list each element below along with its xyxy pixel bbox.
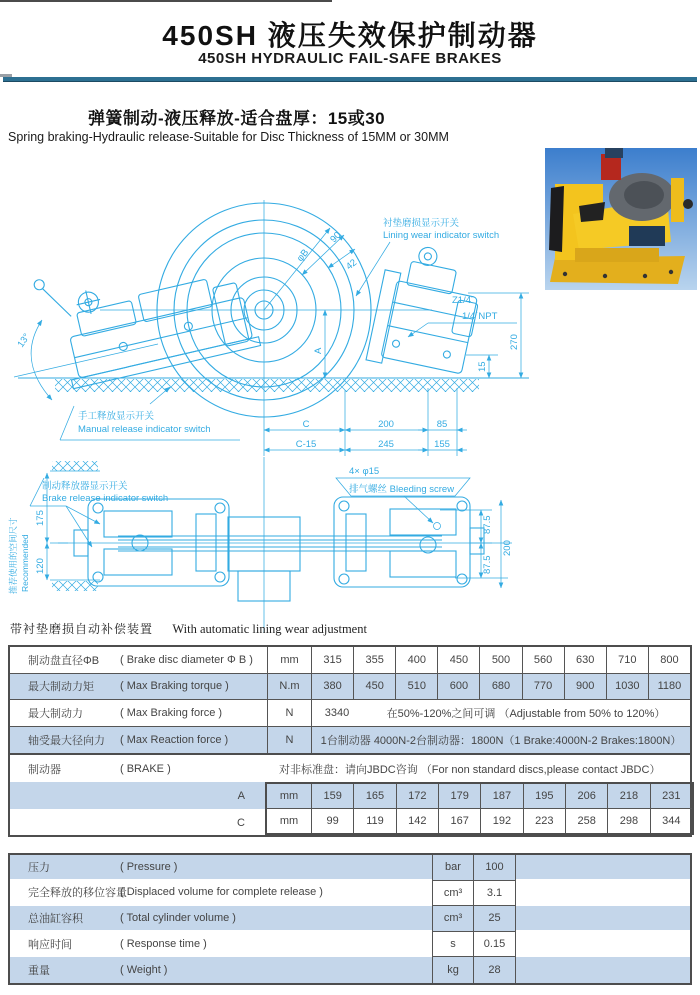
page-title: 450SH 液压失效保护制动器 — [162, 20, 538, 51]
spec-cell: 1030 — [607, 674, 649, 700]
row-label-en: ( Max Braking force ) — [120, 706, 223, 719]
caliper-left-plan — [74, 499, 229, 586]
spec-cell: 450 — [438, 647, 480, 673]
spec-cell: 142 — [397, 809, 439, 834]
unit-cell: kg — [432, 957, 474, 983]
spec-cell: 187 — [481, 784, 523, 808]
page-title-en: 450SH HYDRAULIC FAIL-SAFE BRAKES — [198, 50, 502, 67]
unit-cell: mm — [267, 784, 312, 808]
row-label-cn: 轴受最大径向力 — [28, 734, 105, 747]
unit-cell: s — [432, 932, 474, 958]
row-label-en: ( BRAKE ) — [120, 762, 171, 775]
table-row — [267, 784, 692, 809]
table-row — [10, 674, 690, 701]
value-cell: 25 — [474, 906, 516, 932]
table-row — [10, 647, 690, 674]
dim-label-200-side: 200 — [502, 540, 513, 556]
row-label-cn: 制动盘直径ΦB — [28, 654, 100, 667]
dim-label-200: 200 — [378, 419, 394, 430]
dim-label-13deg: 13° — [15, 331, 33, 350]
empty-cell — [516, 957, 690, 983]
spec-cell: 400 — [396, 647, 438, 673]
row-label-cn: 重量 — [28, 965, 50, 978]
spec-cell: 355 — [354, 647, 396, 673]
spec-cell: 680 — [480, 674, 522, 700]
spec-note: 在50%-120%之间可调 （Adjustable from 50% to 120%） — [386, 707, 666, 720]
spec-cell: 99 — [312, 809, 354, 834]
unit-cell: N — [267, 700, 312, 726]
spec-cell: 500 — [480, 647, 522, 673]
row-label — [10, 647, 267, 673]
spec-note: 1台制动器 4000N-2台制动器：1800N（1 Brake:4000N-2 Brakes:1800N） — [320, 734, 682, 747]
dim-label-90: 90 — [328, 229, 344, 246]
hydraulic-table — [8, 853, 692, 985]
spec-cell: 344 — [662, 814, 681, 827]
row-label-c: C — [237, 816, 245, 829]
row-label-en: ( Max Braking torque ) — [120, 680, 229, 693]
dim-label-175: 175 — [35, 510, 46, 526]
row-label-cn: 响应时间 — [28, 938, 72, 951]
ac-sub-table — [265, 782, 694, 835]
spec-cell: 3340 — [324, 706, 350, 719]
unit-cell: cm³ — [432, 906, 474, 932]
label-lining-wear-cn: 衬垫磨损显示开关 — [383, 218, 460, 229]
value-cell: 100 — [474, 855, 516, 881]
unit-cell: cm³ — [432, 881, 474, 907]
row-label-cn: 制动器 — [28, 763, 61, 776]
spec-cell: 167 — [439, 809, 481, 834]
row-label — [10, 727, 267, 754]
row-label — [10, 700, 267, 726]
unit-cell: N.m — [267, 674, 312, 700]
unit-cell: N — [267, 727, 312, 754]
spec-cell: 630 — [565, 647, 607, 673]
table-row — [10, 906, 690, 932]
empty-cell — [516, 881, 690, 907]
spec-cell: 195 — [524, 784, 566, 808]
label-brake-release-cn: 制动释放器显示开关 — [42, 481, 128, 492]
empty-cell — [516, 906, 690, 932]
subtitle-en: Spring braking-Hydraulic release-Suitable for Disc Thickness of 15MM or 30MM — [8, 130, 449, 144]
row-label-en: ( Weight ) — [120, 964, 168, 977]
row-label-cn: 完全释放的移位容量 — [28, 887, 127, 900]
row-label-a: A — [237, 789, 245, 802]
row-label-cn: 总油缸容积 — [28, 912, 83, 925]
table-row — [10, 727, 690, 754]
dim-label-85: 85 — [436, 419, 448, 430]
label-space-cn: 推荐使用的空间尺寸 — [8, 517, 18, 594]
spec-cell: 298 — [608, 809, 650, 834]
table-row — [10, 932, 690, 958]
row-label-cn: 压力 — [28, 861, 50, 874]
label-bleeding-qty: 4× φ15 — [349, 466, 380, 477]
row-label — [10, 881, 432, 907]
spec-cell: 1180 — [657, 680, 682, 693]
spec-table — [8, 645, 692, 755]
spec-cell: 315 — [312, 647, 354, 673]
table-row — [10, 700, 690, 727]
row-label-cn: 最大制动力矩 — [28, 681, 94, 694]
spec-cell: 206 — [566, 784, 608, 808]
spec-cell: 172 — [397, 784, 439, 808]
row-label-en: ( Pressure ) — [120, 860, 178, 873]
spec-cell: 159 — [312, 784, 354, 808]
spec-cell: 380 — [312, 674, 354, 700]
dim-label-c15: C-15 — [295, 439, 317, 450]
row-label-en: ( Brake disc diameter Φ B ) — [120, 653, 253, 666]
unit-cell: bar — [432, 855, 474, 881]
caliper-left-side — [33, 234, 260, 392]
spec-cell: 510 — [396, 674, 438, 700]
row-label — [10, 674, 267, 700]
row-label — [10, 957, 432, 983]
dim-label-245: 245 — [378, 439, 394, 450]
brake-note: 对非标准盘：请向JBDC咨询 （For non standard discs,please contact JBDC） — [279, 763, 661, 776]
spec-cell: 119 — [354, 809, 396, 834]
label-lining-wear-en: Lining wear indicator switch — [383, 230, 500, 241]
port-label-z14: Z1/4´ — [452, 295, 475, 306]
spec-cell: 710 — [607, 647, 649, 673]
table-row — [10, 881, 690, 907]
row-label — [10, 932, 432, 958]
empty-cell — [516, 932, 690, 958]
caliper-right-plan — [334, 497, 484, 587]
label-space-en: Recommended — [20, 534, 30, 592]
spec-cell: 179 — [439, 784, 481, 808]
table-row — [10, 855, 690, 881]
feature-note-en: With automatic lining wear adjustment — [172, 622, 367, 636]
dim-label-c: C — [302, 419, 310, 430]
feature-note-cn: 带衬垫磨损自动补偿装置 — [10, 622, 154, 636]
unit-cell: mm — [267, 809, 312, 834]
label-bleeding: 排气螺丝 Bleeding screw — [349, 484, 455, 495]
table-row — [10, 957, 690, 983]
row-label-cn: 最大制动力 — [28, 707, 83, 720]
dim-label-42: 42 — [344, 257, 360, 273]
dim-label-270: 270 — [509, 334, 520, 350]
spec-cell: 450 — [354, 674, 396, 700]
row-label — [10, 855, 432, 881]
spec-cell: 165 — [354, 784, 396, 808]
empty-cell — [516, 855, 690, 881]
row-label-en: ( Max Reaction force ) — [120, 733, 229, 746]
spec-cell: 192 — [481, 809, 523, 834]
label-manual-release-en: Manual release indicator switch — [78, 424, 211, 435]
dim-label-87-5-bottom: 87.5 — [482, 555, 493, 574]
spec-cell: 560 — [523, 647, 565, 673]
value-cell: 28 — [474, 957, 516, 983]
row-label — [10, 906, 432, 932]
spec-cell: 600 — [438, 674, 480, 700]
ground-hatch — [55, 379, 479, 392]
row-label-en: ( Response time ) — [120, 937, 207, 950]
brake-dimensions-table — [8, 753, 692, 837]
dim-label-15: 15 — [477, 361, 488, 372]
dim-label-120: 120 — [35, 558, 46, 574]
value-cell: 0.15 — [474, 932, 516, 958]
spec-cell: 218 — [608, 784, 650, 808]
product-photo — [545, 148, 697, 290]
label-manual-release-cn: 手工释放显示开关 — [78, 411, 155, 422]
dim-label-phi-b: φB — [294, 247, 312, 264]
feature-note — [10, 620, 367, 637]
spec-cell: 223 — [524, 809, 566, 834]
unit-cell: mm — [267, 647, 312, 673]
row-label-en: ( Total cylinder volume ) — [120, 911, 236, 924]
spec-cell: 770 — [523, 674, 565, 700]
row-label — [10, 755, 267, 782]
dim-label-87-5-top: 87.5 — [482, 515, 493, 534]
spec-cell: 231 — [662, 789, 681, 802]
spec-cell: 900 — [565, 674, 607, 700]
value-cell: 3.1 — [474, 881, 516, 907]
row-label-en: ( Displaced volume for complete release ) — [120, 886, 323, 899]
dim-label-a: A — [313, 347, 324, 354]
label-brake-release-en: Brake release indicator switch — [42, 493, 169, 504]
table-row — [267, 809, 692, 834]
product-photo-art — [545, 148, 697, 290]
spec-cell: 258 — [566, 809, 608, 834]
port-label-npt: 1/4´NPT — [462, 311, 498, 322]
table-row — [10, 755, 690, 782]
dim-label-155: 155 — [434, 439, 450, 450]
subtitle-cn: 弹簧制动-液压释放-适合盘厚：15或30 — [88, 109, 386, 128]
spec-cell: 800 — [660, 653, 679, 666]
